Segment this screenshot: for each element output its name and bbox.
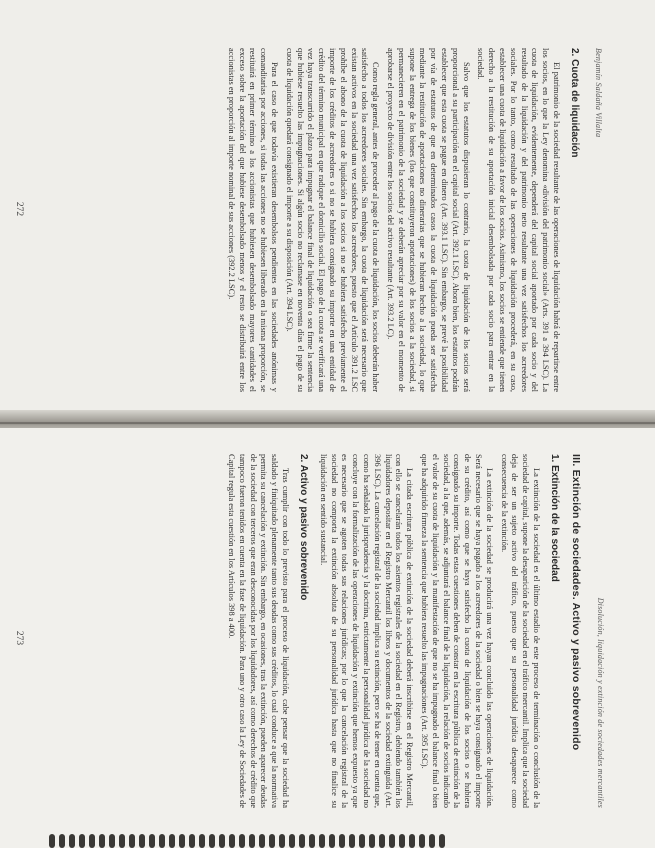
left-paragraph: Como regla general, antes de proceder al pago de la cuota de liquidación, los socios deberán haber satisfecho a todos los acreedores sociales. Sin embargo, la cuota de liquidación será necesario que existan activos en la sociedad una vez satisfechos los acreedores, puesto que el Artículo 391.2 LSC prohíbe el abono de la cuota de liquidación a los socios si no se hubiera satisfecho previamente el importe de los créditos de acreedores o si no se hubiera consignado su importe en una entidad de crédito del término municipal en que radique el domicilio social. El pago de la cuota se verificará una vez haya transcurrido el plazo para impugnar el balance final de liquidación o sea firme la sentencia que hubiese resuelto las impugnaciones. Si algún socio no reclamase en noventa días el pago de su cuota de liquidación quedará consignado el importe a su disposición (Art. 394 LSC).	[284, 48, 381, 392]
left-paragraph: Para el caso de que todavía existieran desembolsos pendientes en las sociedades anónimas y comanditarias por acciones, si todas las acciones no se hubiesen liberado en la misma proporción, se restituirá en primer término a los accionistas que hubiesen desembolsado mayores cantidades el exceso sobre la aportación del que hubiese desembolsado menos y el resto se distribuirá entre los accionistas en proporción al importe nominal de sus acciones (392.2 LSC).	[226, 48, 280, 392]
binding-coil	[329, 834, 335, 848]
right-page-number: 273	[14, 630, 24, 646]
binding-coil	[349, 834, 355, 848]
binding-coil	[149, 834, 155, 848]
binding-coil	[429, 834, 435, 848]
right-running-head: Disolución, liquidación y extinción de sociedades mercantiles	[596, 597, 605, 808]
left-page	[0, 0, 655, 418]
binding-coil	[409, 834, 415, 848]
left-paragraph: El patrimonio de la sociedad resultante de las operaciones de liquidación habrá de repartirse entre los socios, en lo que la Ley denomina «división del patrimonio social» (Arts. 391 a 394 LSC). La cuota de liquidación, evidentemente, dependerá del capital social aportado por cada socio y del resultado de la liquidación y del patrimonio neto resultante una vez satisfechos los acreedores sociales. Por lo tanto, como resultado de las operaciones de liquidación procederá, en su caso, establecer una cuota de liquidación a favor de los socios. Asimismo, los socios se entiende que tienen derecho a la restitución de su aportación inicial desembolsada por cada socio para entrar en la sociedad.	[476, 48, 561, 392]
binding-coil	[389, 834, 395, 848]
binding-coil	[359, 834, 365, 848]
right-paragraph: La extinción de la sociedad es el último estadio de este proceso de terminación o conclusión de la sociedad de capital, supone la desaparición de la sociedad en el tráfico mercantil. Implica que la sociedad deja de ser un sujeto activo del tráfico, puesto que su personalidad jurídica desaparece como consecuencia de la extinción.	[499, 454, 541, 808]
right-section1-title: 1. Extinción de la sociedad	[549, 454, 560, 582]
binding-coil	[99, 834, 105, 848]
binding-coil	[209, 834, 215, 848]
binding-coil	[399, 834, 405, 848]
binding-coil	[189, 834, 195, 848]
binding-coil	[239, 834, 245, 848]
left-page-number: 272	[14, 201, 24, 217]
binding-coil	[279, 834, 285, 848]
binding-coil	[259, 834, 265, 848]
left-section-title: 2. Cuota de liquidación	[569, 48, 580, 158]
binding-coil	[269, 834, 275, 848]
binding-coil	[439, 834, 445, 848]
left-paragraph: Salvo que los estatutos dispusieran lo contrario, la cuota de liquidación de los socios será proporcional a su participación en el capital social (Art. 392.1 LSC). Ahora bien, los estatutos podrán establecer que esta cuota se pague en dinero (Art. 393.1 LSC). Sin embargo, se prevé la posibilidad por vía de estatutos de que en determinados casos la cuota de liquidación pueda ser satisfecha mediante la restitución de aportaciones no dinerarias que se hubieran hecho a la sociedad, lo que supone la entrega de los bienes (los que constituyeron aportaciones) de los socios a la sociedad, si permanecieren en el patrimonio de la sociedad y se deberán apreciar por su valor en el momento de aprobarse el proyecto de división entre los socios del activo resultante (Art. 393.2 LC).	[386, 48, 471, 392]
binding-coil	[79, 834, 85, 848]
binding-coil	[379, 834, 385, 848]
binding-coil	[89, 834, 95, 848]
right-page	[0, 428, 655, 848]
binding-coil	[49, 834, 55, 848]
binding-coil	[119, 834, 125, 848]
binding-coil	[229, 834, 235, 848]
binding-coil	[69, 834, 75, 848]
binding-coil	[109, 834, 115, 848]
binding-coil	[249, 834, 255, 848]
binding-coil	[419, 834, 425, 848]
binding-coil	[139, 834, 145, 848]
binding-coil	[159, 834, 165, 848]
right-paragraph: La extinción de la sociedad se producirá una vez hayan concluido las operaciones de liquidación. Será necesario que se haya pagado a los acreedores de la sociedad o bien se haya consignado el importe de su crédito, así como que se haya satisfecho la cuota de liquidación de los socios o se hubiera consignado su importe. Todas estas cuestiones deben de constar en la escritura pública de extinción de la sociedad, a la que, además, se adjuntará el balance final de la liquidación, la relación de socios indicando el valor de su cuota de liquidación y la manifestación de que no se ha impugnado el balance final o bien que ha adquirido firmeza la sentencia que hubiera resuelto las impugnaciones (Art. 395 LSC).	[420, 454, 494, 808]
chapter-title: III. Extinción de sociedades. Activo y pasivo sobrevenido	[570, 454, 582, 751]
right-section2-title: 2. Activo y pasivo sobrevenido	[298, 454, 310, 601]
binding-coil	[369, 834, 375, 848]
binding-coil	[179, 834, 185, 848]
binding-coil	[129, 834, 135, 848]
right-paragraph: La citada escritura pública de extinción de la sociedad deberá inscribirse en el Registro Mercantil, con ello se cancelarán todos los asientos registrales de la sociedad en el Registro, debiendo también los liquidadores depositar en el Registro Mercantil los libros y documentos de la sociedad extinguida (Art. 396 LSC). La cancelación registral de la sociedad implica su extinción, pero se ha de tener en cuenta que, como ha señalado la jurisprudencia y la doctrina, estrictamente la personalidad jurídica de la sociedad no concluye con la formalización de las operaciones de liquidación y extinción que hemos expuesto ya que es necesario que se agoten todas sus relaciones jurídicas; por lo que la cancelación registral de la sociedad no comporta la extinción absoluta de su personalidad jurídica hasta que no finalice su liquidación en sentido sustancial.	[318, 454, 415, 808]
left-running-head: Benjamín Saldaña Villalta	[594, 48, 603, 138]
binding-coil	[309, 834, 315, 848]
binding-coil	[339, 834, 345, 848]
binding-coil	[289, 834, 295, 848]
binding-coil	[319, 834, 325, 848]
binding-coil	[199, 834, 205, 848]
binding-coil	[59, 834, 65, 848]
spiral-binding	[45, 844, 445, 848]
binding-coil	[299, 834, 305, 848]
binding-coil	[169, 834, 175, 848]
right-paragraph: Tras cumplir con todo lo previsto para el proceso de liquidación, cabe pensar que la sociedad ha saldado y finiquitado plenamente tanto sus deudas como sus créditos, lo cual conduce a que la normativa permita su cancelación y extinción. Sin embargo, en ocasiones, tras la extinción, pueden aparecer deudas de la sociedad con terceros que eran desconocidas por los liquidadores, así como derechos de crédito que tampoco fueron tenidos en cuenta en la fase de liquidación. Para uno y otro caso la Ley de Sociedades de Capital regula esta cuestión en los Artículos 398 a 400.	[227, 454, 291, 808]
binding-coil	[219, 834, 225, 848]
